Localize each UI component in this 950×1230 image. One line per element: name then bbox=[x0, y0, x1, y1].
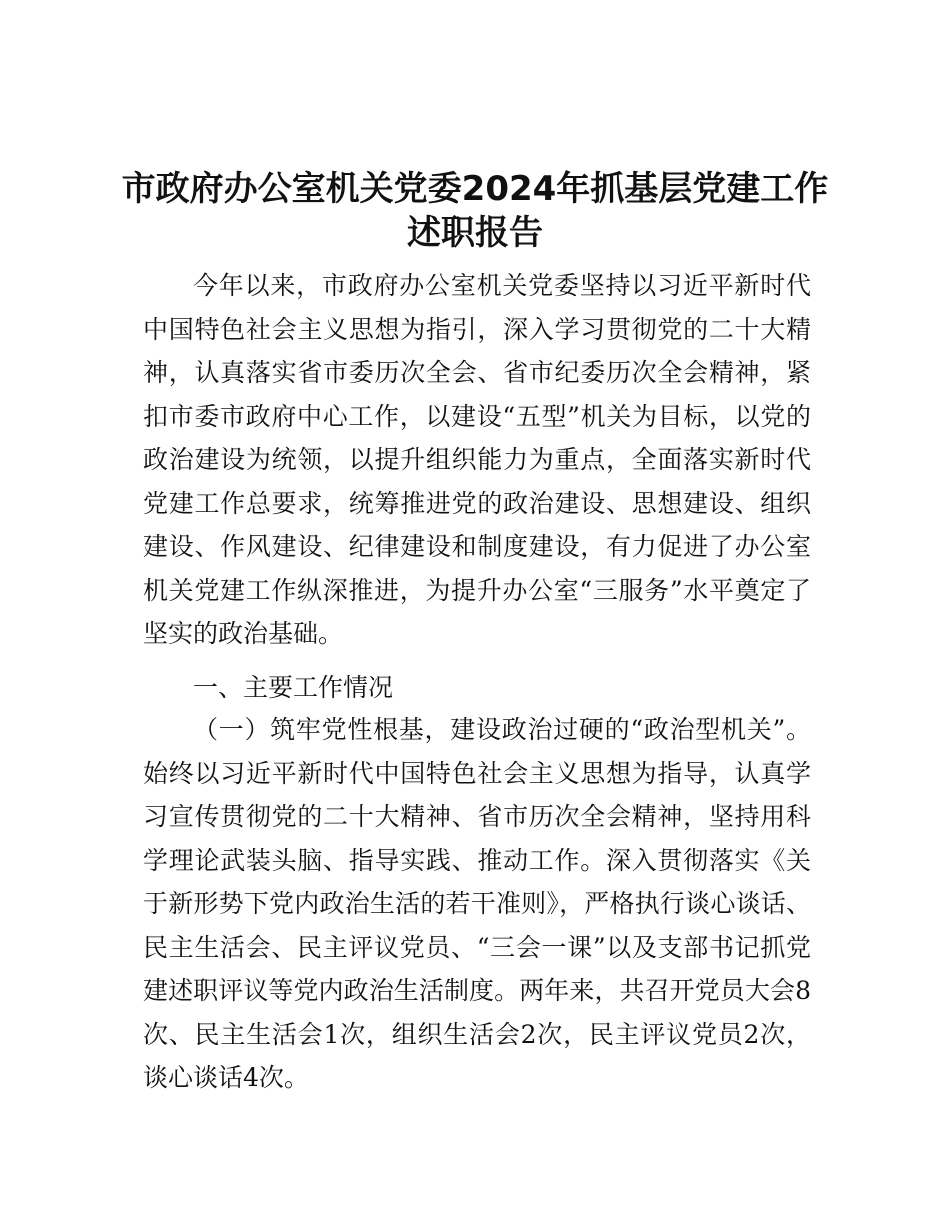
document-title-line-1: 市政府办公室机关党委2024年抓基层党建工作 bbox=[121, 169, 829, 209]
document-title-line-2: 述职报告 bbox=[407, 213, 543, 253]
section-heading: 一、主要工作情况 bbox=[193, 673, 394, 702]
intro-paragraph: 今年以来，市政府办公室机关党委坚持以习近平新时代中国特色社会主义思想为指引，深入学习贯彻党的二十大精神，认真落实省市委历次全会、省市纪委历次全会精神，紧扣市委市政府中心工作，以建设“五型”机关为目标，以党的政治建设为统领，以提升组织能力为重点，全面落实新时代党建工作总要求，统筹推进党的政治建设、思想建设、组织建设、作风建设、纪律建设和制度建设，有力促进了办公室机关党建工作纵深推进，为提升办公室“三服务”水平奠定了坚实的政治基础。 bbox=[143, 271, 811, 648]
subsection-paragraph: （一）筑牢党性根基，建设政治过硬的“政治型机关”。始终以习近平新时代中国特色社会主义思想为指导，认真学习宣传贯彻党的二十大精神、省市历次全会精神，坚持用科学理论武装头脑、指导实践、推动工作。深入贯彻落实《关于新形势下党内政治生活的若干准则》，严格执行谈心谈话、民主生活会、民主评议党员、“三会一课”以及支部书记抓党建述职评议等党内政治生活制度。两年来，共召开党员大会8次、民主生活会1次，组织生活会2次，民主评议党员2次，谈心谈话4次。 bbox=[143, 715, 811, 1092]
